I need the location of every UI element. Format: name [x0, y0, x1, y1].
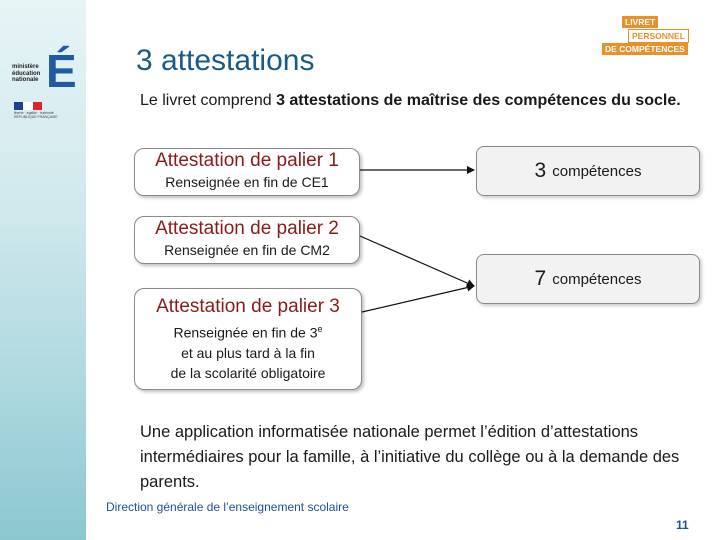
page-title: 3 attestations [136, 44, 315, 77]
competences-box-3 [476, 146, 700, 196]
superscript-e: e [317, 324, 323, 334]
livret-logo-line: PERSONNEL [628, 29, 689, 43]
attestation-subtitle-line: et au plus tard à la fin [181, 344, 315, 361]
arrow-palier2-to-7-competences [360, 236, 474, 286]
competences-label: compétences [552, 270, 642, 288]
intro-emphasis: 3 attestations de maîtrise des compétences du socle. [276, 92, 681, 109]
attestation-subtitle-line: de la scolarité obligatoire [170, 364, 326, 381]
left-sidebar-band [0, 0, 86, 540]
ministere-word: éducation [12, 70, 41, 77]
footer-direction: Direction générale de l’enseignement scolaire [106, 500, 349, 514]
competences-label: compétences [552, 162, 642, 180]
ministere-e-mark: É [46, 45, 77, 97]
attestation-title: Attestation de palier 1 [155, 150, 339, 171]
attestation-title: Attestation de palier 2 [155, 218, 339, 239]
ministere-logo-words [12, 64, 46, 84]
attestation-palier-1-box [134, 148, 360, 196]
attestation-subtitle: Renseignée en fin de CE1 [165, 174, 329, 190]
intro-paragraph [140, 88, 700, 114]
competences-count: 7 [534, 267, 547, 290]
french-flag-icon [14, 102, 42, 110]
competences-count: 3 [534, 159, 547, 182]
attestation-palier-2-box [134, 216, 360, 264]
attestation-palier-3-box [134, 288, 362, 390]
page-number: 11 [676, 518, 689, 532]
ministere-word: nationale [12, 77, 39, 83]
attestation-title: Attestation de palier 3 [156, 296, 340, 317]
competences-box-7 [476, 254, 700, 304]
attestation-subtitle: Renseignée en fin de CM2 [164, 242, 330, 258]
intro-lead: Le livret comprend [140, 92, 277, 109]
attestation-subtitle-line: Renseignée en fin de 3e [173, 324, 323, 341]
livret-logo-line: LIVRET [622, 16, 658, 28]
ministere-word: ministère [12, 64, 39, 70]
marianne-caption: liberté · égalité · fraternité RÉPUBLIQUE FRANÇAISE [14, 111, 58, 119]
ministere-education-logo [6, 20, 82, 119]
arrow-palier3-to-7-competences [362, 286, 474, 312]
marianne-emblem [14, 102, 78, 122]
conclusion-paragraph: Une application informatisée nationale permet l’édition d’attestations intermédiaires pour la famille, à l’initiative du collège ou à la demande des parents. [140, 423, 680, 491]
livret-logo-line: DE COMPÉTENCES [602, 43, 688, 55]
livret-personnel-competences-logo [598, 16, 718, 64]
